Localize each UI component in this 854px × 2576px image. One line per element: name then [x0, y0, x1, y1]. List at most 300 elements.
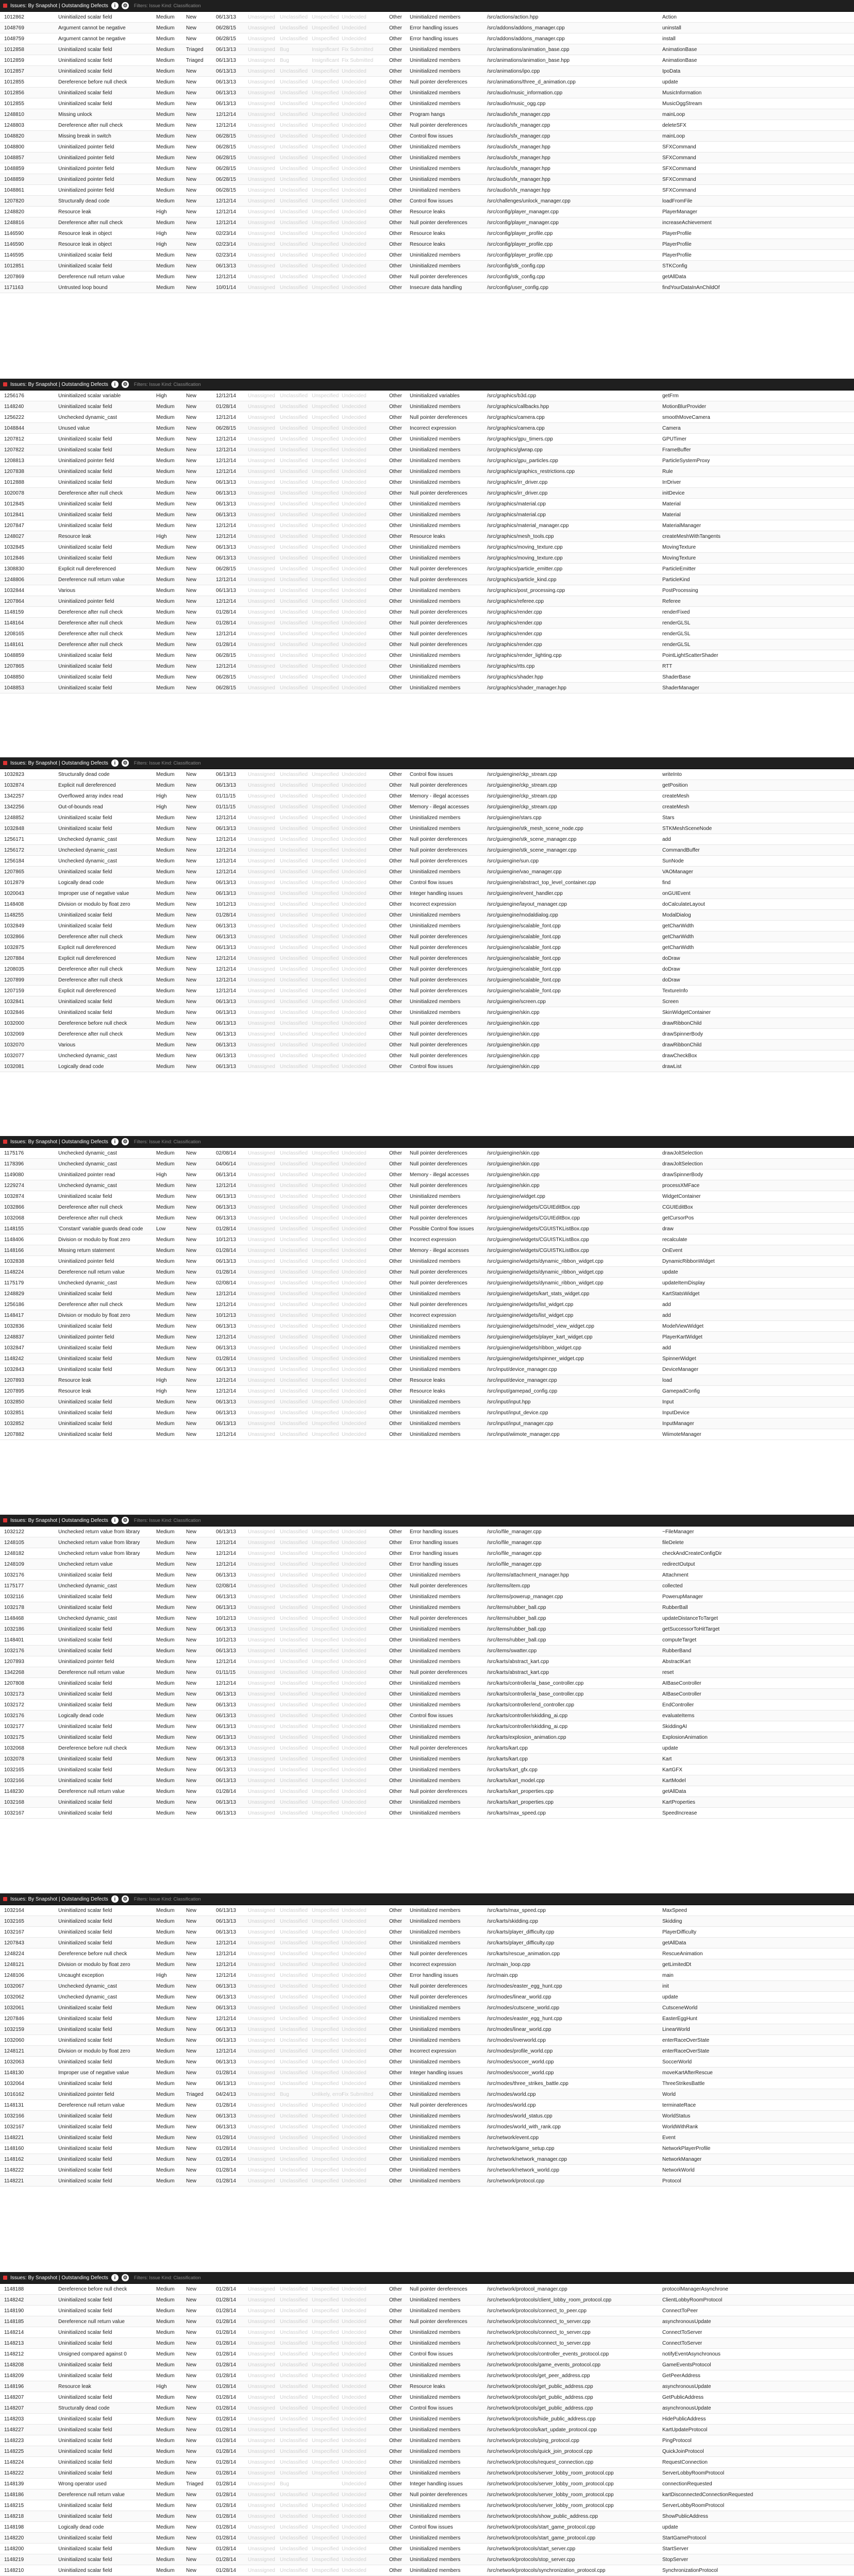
table-row[interactable] [0, 1570, 854, 1581]
table-row[interactable] [0, 2338, 854, 2349]
table-row[interactable] [0, 2544, 854, 2554]
table-row[interactable] [0, 823, 854, 834]
cell-impact: Medium [152, 1646, 182, 1656]
cell-function: WidgetContainer [658, 1191, 854, 1202]
table-row[interactable] [0, 2414, 854, 2425]
cell-first-detected: 01/28/14 [212, 2176, 244, 2187]
table-row[interactable] [0, 1732, 854, 1743]
table-row[interactable] [0, 834, 854, 845]
table-row[interactable] [0, 1689, 854, 1700]
table-row[interactable] [0, 1191, 854, 1202]
table-row[interactable] [0, 1397, 854, 1408]
table-row[interactable] [0, 1050, 854, 1061]
table-row[interactable] [0, 1170, 854, 1180]
table-row[interactable] [0, 2132, 854, 2143]
table-row[interactable] [0, 1667, 854, 1678]
table-row[interactable] [0, 2295, 854, 2306]
table-row[interactable] [0, 1527, 854, 1537]
cell-external-reference [370, 2013, 385, 2024]
table-row[interactable] [0, 217, 854, 228]
table-row[interactable] [0, 228, 854, 239]
cell-severity: Unspecified [308, 2143, 338, 2154]
table-row[interactable] [0, 1808, 854, 1819]
table-row[interactable] [0, 564, 854, 574]
cell-severity: Unspecified [308, 2122, 338, 2132]
table-row[interactable] [0, 2403, 854, 2414]
table-row[interactable] [0, 1905, 854, 1916]
table-row[interactable] [0, 520, 854, 531]
cell-first-detected: 01/28/14 [212, 2544, 244, 2554]
table-row[interactable] [0, 163, 854, 174]
table-row[interactable] [0, 2435, 854, 2446]
table-row[interactable] [0, 1548, 854, 1559]
table-row[interactable] [0, 867, 854, 877]
table-row[interactable] [0, 1234, 854, 1245]
gear-icon[interactable]: ⚙ [122, 1895, 129, 1903]
table-row[interactable] [0, 964, 854, 975]
cell-action: Undecided [338, 791, 370, 802]
info-icon[interactable]: i [111, 1517, 119, 1524]
cell-file: /src/karts/explosion_animation.cpp [483, 1732, 658, 1743]
cell-status: New [182, 1202, 212, 1213]
table-row[interactable] [0, 856, 854, 867]
table-row[interactable] [0, 1213, 854, 1224]
table-row[interactable] [0, 152, 854, 163]
info-icon[interactable]: i [111, 2, 119, 9]
cell-owner: Unassigned [244, 282, 276, 293]
pin-icon[interactable] [3, 2276, 7, 2280]
table-row[interactable] [0, 1245, 854, 1256]
cell-status: New [182, 2457, 212, 2468]
table-row[interactable] [0, 1018, 854, 1029]
cell-owner: Unassigned [244, 564, 276, 574]
table-row[interactable] [0, 1635, 854, 1646]
table-row[interactable] [0, 466, 854, 477]
cell-impact: Medium [152, 2544, 182, 2554]
table-row[interactable] [0, 607, 854, 618]
table-row[interactable] [0, 2057, 854, 2067]
gear-icon[interactable]: ⚙ [122, 1138, 129, 1145]
cell-displayed-category: Uninitialized members [406, 1635, 483, 1646]
table-row[interactable] [0, 1786, 854, 1797]
cell-action: Undecided [338, 1299, 370, 1310]
table-row[interactable] [0, 1408, 854, 1418]
table-row[interactable] [0, 2370, 854, 2381]
cell-classification: Unclassified [276, 1061, 308, 1072]
table-row[interactable] [0, 2565, 854, 2576]
pin-icon[interactable] [3, 761, 7, 765]
table-row[interactable] [0, 1754, 854, 1765]
cell-impact: Medium [152, 1678, 182, 1689]
cell-external-reference [370, 2154, 385, 2165]
table-row[interactable] [0, 434, 854, 445]
cell-external-reference [370, 1591, 385, 1602]
table-row[interactable] [0, 618, 854, 629]
table-row[interactable] [0, 910, 854, 921]
cell-displayed-category: Integer handling issues [406, 2479, 483, 2489]
table-row[interactable] [0, 845, 854, 856]
table-row[interactable] [0, 272, 854, 282]
cell-first-detected: 06/13/13 [212, 1321, 244, 1332]
table-row[interactable] [0, 477, 854, 488]
gear-icon[interactable]: ⚙ [122, 1517, 129, 1524]
table-row[interactable] [0, 931, 854, 942]
table-row[interactable] [0, 921, 854, 931]
pin-icon[interactable] [3, 4, 7, 8]
cell-category: Other [385, 1624, 406, 1635]
cell-function: SkiddingAI [658, 1721, 854, 1732]
cell-action: Undecided [338, 856, 370, 867]
table-row[interactable] [0, 510, 854, 520]
table-row[interactable] [0, 1267, 854, 1278]
table-row[interactable] [0, 250, 854, 261]
table-row[interactable] [0, 2500, 854, 2511]
cell-cid: 1020078 [0, 488, 54, 499]
cell-displayed-category: Uninitialized members [406, 650, 483, 661]
table-row[interactable] [0, 1061, 854, 1072]
table-row[interactable] [0, 2511, 854, 2522]
cell-type: Uninitialized scalar field [54, 2360, 152, 2370]
table-row[interactable] [0, 1678, 854, 1689]
table-row[interactable] [0, 1721, 854, 1732]
table-row[interactable] [0, 423, 854, 434]
table-row[interactable] [0, 1278, 854, 1289]
table-row[interactable] [0, 1591, 854, 1602]
table-row[interactable] [0, 639, 854, 650]
cell-function: PostProcessing [658, 585, 854, 596]
table-row[interactable] [0, 1613, 854, 1624]
table-row[interactable] [0, 1646, 854, 1656]
table-row[interactable] [0, 1332, 854, 1343]
table-row[interactable] [0, 1040, 854, 1050]
cell-status: New [182, 217, 212, 228]
pin-icon[interactable] [3, 1897, 7, 1901]
info-icon[interactable]: i [111, 1895, 119, 1903]
table-row[interactable] [0, 239, 854, 250]
table-row[interactable] [0, 2479, 854, 2489]
table-row[interactable] [0, 499, 854, 510]
table-row[interactable] [0, 23, 854, 33]
table-row[interactable] [0, 2165, 854, 2176]
table-row[interactable] [0, 391, 854, 401]
cell-displayed-category: Error handling issues [406, 1559, 483, 1570]
table-row[interactable] [0, 1743, 854, 1754]
cell-external-reference [370, 2414, 385, 2425]
cell-file: /src/guiengine/stk_scene_manager.cpp [483, 834, 658, 845]
cell-cid: 1012845 [0, 499, 54, 510]
table-row[interactable] [0, 1916, 854, 1927]
table-row[interactable] [0, 174, 854, 185]
table-row[interactable] [0, 1256, 854, 1267]
table-row[interactable] [0, 1797, 854, 1808]
table-row[interactable] [0, 1029, 854, 1040]
cell-status: New [182, 2046, 212, 2057]
cell-displayed-category: Null pointer dereferences [406, 780, 483, 791]
cell-owner: Unassigned [244, 2565, 276, 2576]
table-row[interactable] [0, 1299, 854, 1310]
gear-icon[interactable]: ⚙ [122, 2274, 129, 2281]
table-row[interactable] [0, 2316, 854, 2327]
table-row[interactable] [0, 2489, 854, 2500]
cell-external-reference [370, 1786, 385, 1797]
table-row[interactable] [0, 1224, 854, 1234]
table-row[interactable] [0, 1581, 854, 1591]
table-row[interactable] [0, 2425, 854, 2435]
cell-classification: Unclassified [276, 1667, 308, 1678]
info-icon[interactable]: i [111, 1138, 119, 1145]
cell-status: New [182, 455, 212, 466]
table-row[interactable] [0, 1765, 854, 1775]
table-row[interactable] [0, 986, 854, 996]
table-row[interactable] [0, 1159, 854, 1170]
cell-cid: 1032186 [0, 1624, 54, 1635]
table-row[interactable] [0, 55, 854, 66]
table-row[interactable] [0, 953, 854, 964]
cell-first-detected: 02/23/14 [212, 239, 244, 250]
table-row[interactable] [0, 553, 854, 564]
cell-first-detected: 12/12/14 [212, 1386, 244, 1397]
cell-displayed-category: Resource leaks [406, 207, 483, 217]
table-row[interactable] [0, 120, 854, 131]
pin-icon[interactable] [3, 1140, 7, 1144]
table-row[interactable] [0, 2176, 854, 2187]
table-row[interactable] [0, 650, 854, 661]
table-row[interactable] [0, 1624, 854, 1635]
table-row[interactable] [0, 2143, 854, 2154]
cell-function: HidePublicAddress [658, 2414, 854, 2425]
table-row[interactable] [0, 2381, 854, 2392]
cell-impact: Medium [152, 1559, 182, 1570]
cell-category: Other [385, 44, 406, 55]
cell-owner: Unassigned [244, 629, 276, 639]
cell-severity: Unspecified [308, 672, 338, 683]
cell-first-detected: 01/28/14 [212, 2067, 244, 2078]
table-row[interactable] [0, 1418, 854, 1429]
table-row[interactable] [0, 1353, 854, 1364]
table-row[interactable] [0, 1927, 854, 1938]
table-row[interactable] [0, 77, 854, 88]
table-row[interactable] [0, 2468, 854, 2479]
table-row[interactable] [0, 2089, 854, 2100]
table-row[interactable] [0, 1310, 854, 1321]
table-row[interactable] [0, 1710, 854, 1721]
table-row[interactable] [0, 1775, 854, 1786]
cell-file: /src/guiengine/skin.cpp [483, 1018, 658, 1029]
table-row[interactable] [0, 109, 854, 120]
table-row[interactable] [0, 791, 854, 802]
table-row[interactable] [0, 1970, 854, 1981]
cell-displayed-category: Uninitialized members [406, 683, 483, 693]
table-row[interactable] [0, 2306, 854, 2316]
panel-title: Issues: By Snapshot | Outstanding Defects [10, 1139, 108, 1145]
cell-status: New [182, 1624, 212, 1635]
cell-type: Overflowed array index read [54, 791, 152, 802]
table-row[interactable] [0, 1559, 854, 1570]
table-row[interactable] [0, 1992, 854, 2003]
cell-type: Division or modulo by float zero [54, 1310, 152, 1321]
table-row[interactable] [0, 2457, 854, 2468]
table-row[interactable] [0, 207, 854, 217]
table-row[interactable] [0, 683, 854, 693]
table-row[interactable] [0, 899, 854, 910]
table-row[interactable] [0, 877, 854, 888]
table-row[interactable] [0, 888, 854, 899]
table-row[interactable] [0, 2046, 854, 2057]
info-icon[interactable]: i [111, 2274, 119, 2281]
table-row[interactable] [0, 2122, 854, 2132]
table-row[interactable] [0, 1375, 854, 1386]
table-row[interactable] [0, 574, 854, 585]
table-row[interactable] [0, 1602, 854, 1613]
table-row[interactable] [0, 142, 854, 152]
table-row[interactable] [0, 1180, 854, 1191]
cell-severity: Unspecified [308, 661, 338, 672]
table-row[interactable] [0, 2392, 854, 2403]
cell-severity: Unspecified [308, 1635, 338, 1646]
cell-status: New [182, 1959, 212, 1970]
table-row[interactable] [0, 531, 854, 542]
table-row[interactable] [0, 2024, 854, 2035]
table-row[interactable] [0, 2327, 854, 2338]
cell-function: deleteSFX [658, 120, 854, 131]
table-row[interactable] [0, 629, 854, 639]
info-icon[interactable]: i [111, 759, 119, 767]
cell-status: New [182, 391, 212, 401]
table-row[interactable] [0, 1343, 854, 1353]
table-row[interactable] [0, 2284, 854, 2295]
cell-owner: Unassigned [244, 2143, 276, 2154]
cell-status: New [182, 1808, 212, 1819]
table-row[interactable] [0, 2554, 854, 2565]
cell-function: doDraw [658, 964, 854, 975]
table-row[interactable] [0, 1700, 854, 1710]
table-row[interactable] [0, 1948, 854, 1959]
table-row[interactable] [0, 596, 854, 607]
table-row[interactable] [0, 975, 854, 986]
table-row[interactable] [0, 996, 854, 1007]
table-row[interactable] [0, 2035, 854, 2046]
table-row[interactable] [0, 1364, 854, 1375]
table-row[interactable] [0, 1321, 854, 1332]
cell-file: /src/karts/abstract_kart.cpp [483, 1656, 658, 1667]
cell-category: Other [385, 423, 406, 434]
gear-icon[interactable]: ⚙ [122, 759, 129, 767]
table-row[interactable] [0, 185, 854, 196]
cell-impact: Medium [152, 1397, 182, 1408]
cell-classification: Unclassified [276, 152, 308, 163]
pin-icon[interactable] [3, 1518, 7, 1522]
cell-external-reference [370, 423, 385, 434]
cell-displayed-category: Uninitialized members [406, 477, 483, 488]
table-row[interactable] [0, 445, 854, 455]
table-row[interactable] [0, 66, 854, 77]
table-row[interactable] [0, 2078, 854, 2089]
cell-displayed-category: Uninitialized members [406, 2024, 483, 2035]
table-row[interactable] [0, 769, 854, 780]
table-row[interactable] [0, 1386, 854, 1397]
cell-status: New [182, 1343, 212, 1353]
table-row[interactable] [0, 1007, 854, 1018]
cell-owner: Unassigned [244, 553, 276, 564]
table-row[interactable] [0, 942, 854, 953]
table-row[interactable] [0, 1981, 854, 1992]
gear-icon[interactable]: ⚙ [122, 381, 129, 388]
table-row[interactable] [0, 2111, 854, 2122]
cell-category: Other [385, 2035, 406, 2046]
table-row[interactable] [0, 1959, 854, 1970]
cell-function: ParticleKind [658, 574, 854, 585]
table-row[interactable] [0, 282, 854, 293]
table-row[interactable] [0, 585, 854, 596]
table-row[interactable] [0, 131, 854, 142]
table-row[interactable] [0, 2013, 854, 2024]
cell-classification: Unclassified [276, 996, 308, 1007]
table-row[interactable] [0, 1289, 854, 1299]
table-row[interactable] [0, 1148, 854, 1159]
cell-action: Undecided [338, 466, 370, 477]
table-row[interactable] [0, 2003, 854, 2013]
table-row[interactable] [0, 12, 854, 23]
gear-icon[interactable]: ⚙ [122, 2, 129, 9]
table-row[interactable] [0, 196, 854, 207]
cell-owner: Unassigned [244, 2370, 276, 2381]
cell-displayed-category: Control flow issues [406, 877, 483, 888]
table-row[interactable] [0, 802, 854, 812]
cell-impact: Medium [152, 142, 182, 152]
cell-status: New [182, 1527, 212, 1537]
pin-icon[interactable] [3, 382, 7, 386]
table-row[interactable] [0, 98, 854, 109]
table-row[interactable] [0, 780, 854, 791]
cell-status: New [182, 1224, 212, 1234]
table-row[interactable] [0, 33, 854, 44]
cell-file: /src/network/protocols/connect_to_server.cpp [483, 2316, 658, 2327]
table-row[interactable] [0, 542, 854, 553]
table-row[interactable] [0, 2522, 854, 2533]
table-row[interactable] [0, 1537, 854, 1548]
table-row[interactable] [0, 661, 854, 672]
cell-type: Uninitialized scalar field [54, 2457, 152, 2468]
table-row[interactable] [0, 1656, 854, 1667]
table-row[interactable] [0, 672, 854, 683]
table-row[interactable] [0, 261, 854, 272]
table-row[interactable] [0, 455, 854, 466]
table-row[interactable] [0, 2446, 854, 2457]
table-row[interactable] [0, 44, 854, 55]
cell-status: New [182, 2360, 212, 2370]
table-row[interactable] [0, 2067, 854, 2078]
table-row[interactable] [0, 88, 854, 98]
table-row[interactable] [0, 401, 854, 412]
table-row[interactable] [0, 2100, 854, 2111]
table-row[interactable] [0, 2349, 854, 2360]
table-row[interactable] [0, 1202, 854, 1213]
table-row[interactable] [0, 812, 854, 823]
cell-file: /src/config/player_manager.cpp [483, 217, 658, 228]
table-row[interactable] [0, 488, 854, 499]
cell-category: Other [385, 1548, 406, 1559]
cell-file: /src/guiengine/stk_mesh_scene_node.cpp [483, 823, 658, 834]
cell-file: /src/karts/controller/end_controller.cpp [483, 1700, 658, 1710]
table-row[interactable] [0, 412, 854, 423]
table-row[interactable] [0, 1429, 854, 1440]
table-row[interactable] [0, 2533, 854, 2544]
table-row[interactable] [0, 1938, 854, 1948]
table-row[interactable] [0, 2154, 854, 2165]
cell-category: Other [385, 488, 406, 499]
info-icon[interactable]: i [111, 381, 119, 388]
table-row[interactable] [0, 2360, 854, 2370]
